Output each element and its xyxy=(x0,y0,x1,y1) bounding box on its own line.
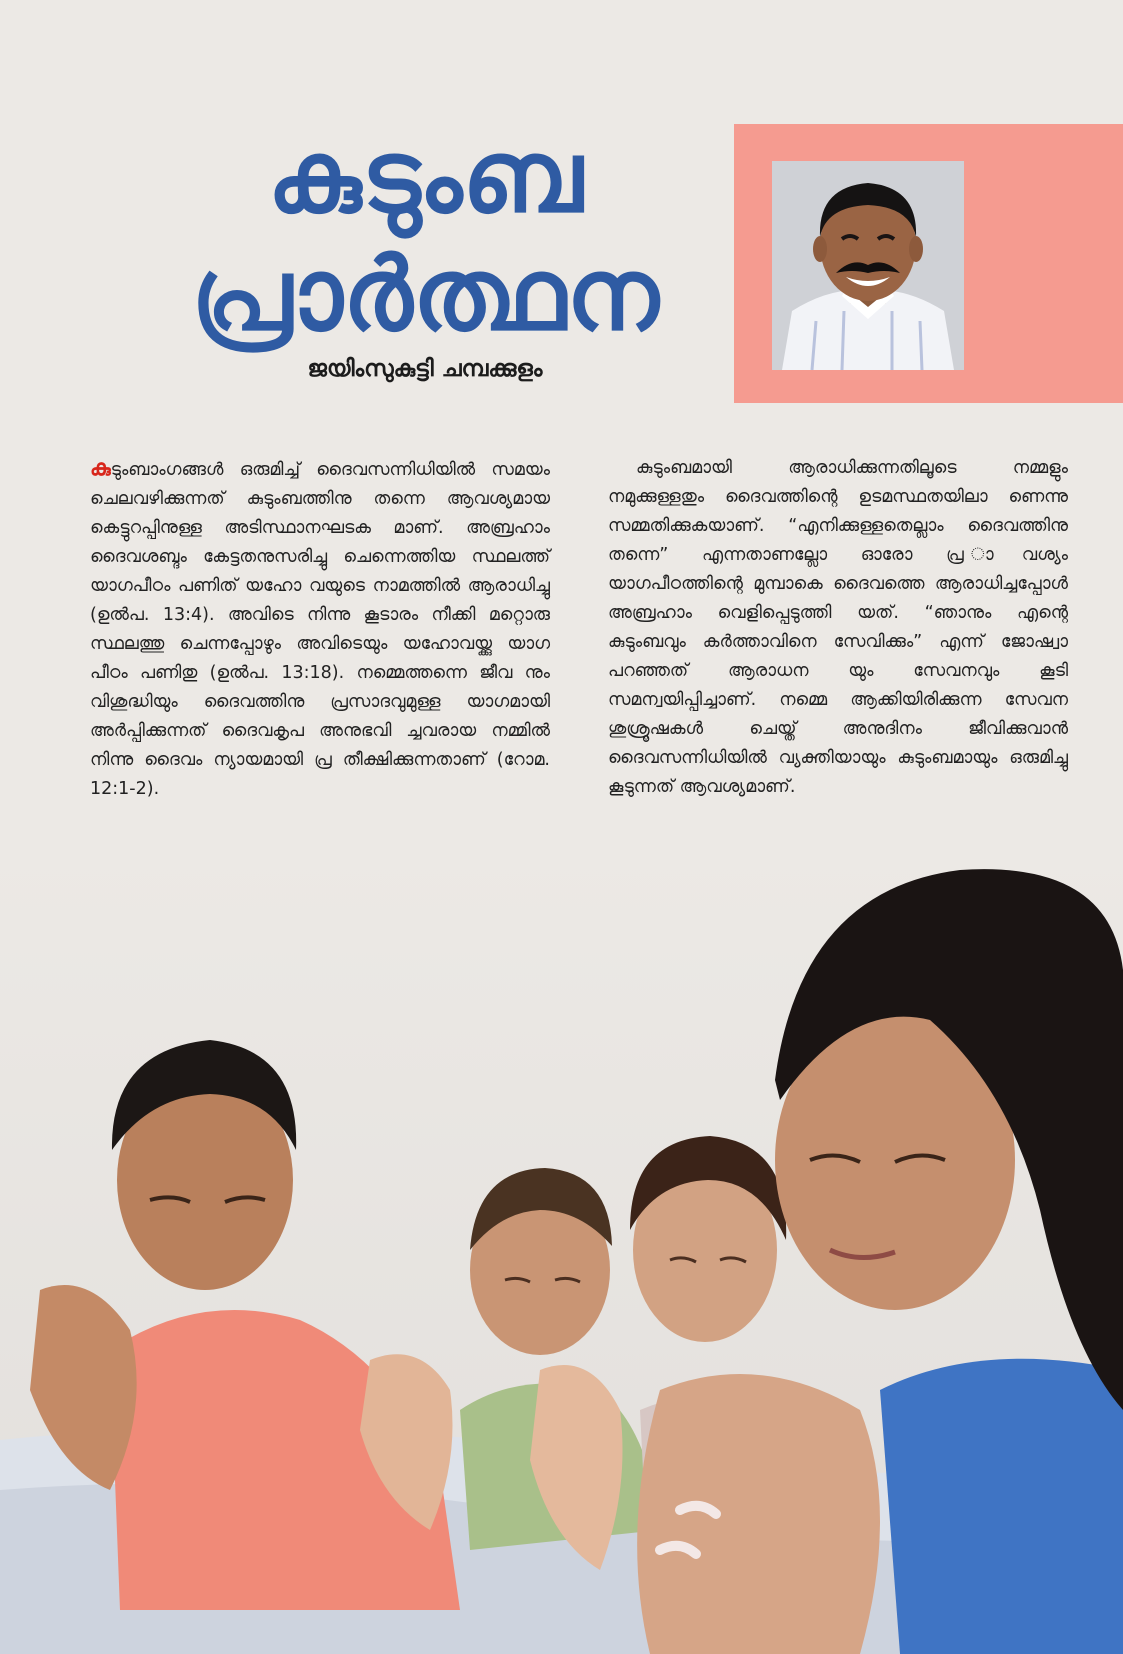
title-line-2: പ്രാർത്ഥന xyxy=(191,236,659,353)
drop-cap: കു xyxy=(90,456,111,481)
article-column-right xyxy=(608,454,1068,802)
article-title xyxy=(150,118,700,354)
paragraph-1-text: ടുംബാംഗങ്ങൾ ഒരുമിച്ച് ദൈവസന്നിധിയിൽ സമയം ചെലവഴിക്കുന്നത് കുടുംബത്തിനു തന്നെ ആവശ്യമായ കെട്ടുറപ്പിനുള്ള അടിസ്ഥാനഘടക മാണ്. അബ്രഹാം ദൈവശബ്ദം കേട്ടതനുസരിച്ചു ചെന്നെത്തിയ സ്ഥലത്ത് യാഗപീഠം പണിത് യഹോ വയുടെ നാമത്തിൽ ആരാധിച്ചു (ഉൽപ. 13:4). അവിടെ നിന്നു കൂടാരം നീക്കി മറ്റൊരു സ്ഥലത്തു ചെന്നപ്പോഴും അവിടെയും യഹോവയ്ക്കു യാഗ പീഠം പണിതു (ഉൽപ. 13:18). നമ്മെത്തന്നെ ജീവ നും വിശുദ്ധിയും ദൈവത്തിനു പ്രസാദവുമുള്ള യാഗമായി അർപ്പിക്കുന്നത് ദൈവകൃപ അനുഭവി ച്ചവരായ നമ്മിൽ നിന്നു ദൈവം ന്യായമായി പ്ര തീക്ഷിക്കുന്നതാണ് (റോമ. 12:1-2). xyxy=(90,460,550,799)
author-byline: ജയിംസുകുട്ടി ചമ്പക്കുളം xyxy=(307,356,543,382)
article-column-left xyxy=(90,454,550,804)
author-portrait xyxy=(772,161,964,370)
author-portrait-frame xyxy=(734,124,1123,403)
paragraph-2: കുടുംബമായി ആരാധിക്കുന്നതിലൂടെ നമ്മളും നമുക്കുള്ളതും ദൈവത്തിന്റെ ഉടമസ്ഥതയിലാ ണെന്നു സമ്മതിക്കുകയാണ്. “എനിക്കുള്ളതെല്ലാം ദൈവത്തിനു തന്നെ” എന്നതാണല്ലോ ഓരോ പ്ര ാവശ്യം യാഗപീഠത്തിന്റെ മുമ്പാകെ ദൈവത്തെ ആരാധിച്ചപ്പോൾ അബ്രഹാം വെളിപ്പെടുത്തി യത്. “ഞാനും എന്റെ കുടുംബവും കർത്താവിനെ സേവിക്കും” എന്ന് ജോഷ്വാ പറഞ്ഞത് ആരാധന യും സേവനവും കൂടി സമന്വയിപ്പിച്ചാണ്. നമ്മെ ആക്കിയിരിക്കുന്ന സേവന ശുശ്രൂഷകൾ ചെയ്ത് അനുദിനം ജീവിക്കുവാൻ ദൈവസന്നിധിയിൽ വ്യക്തിയായും കുടുംബമായും ഒരുമിച്ചു കൂടുന്നത് ആവശ്യമാണ്. xyxy=(608,458,1068,797)
family-praying-photo xyxy=(0,850,1123,1654)
author-portrait-illustration xyxy=(772,161,964,370)
family-praying-illustration xyxy=(0,850,1123,1654)
title-line-1: കുടുംബ xyxy=(267,118,583,235)
paragraph-1 xyxy=(90,454,550,804)
